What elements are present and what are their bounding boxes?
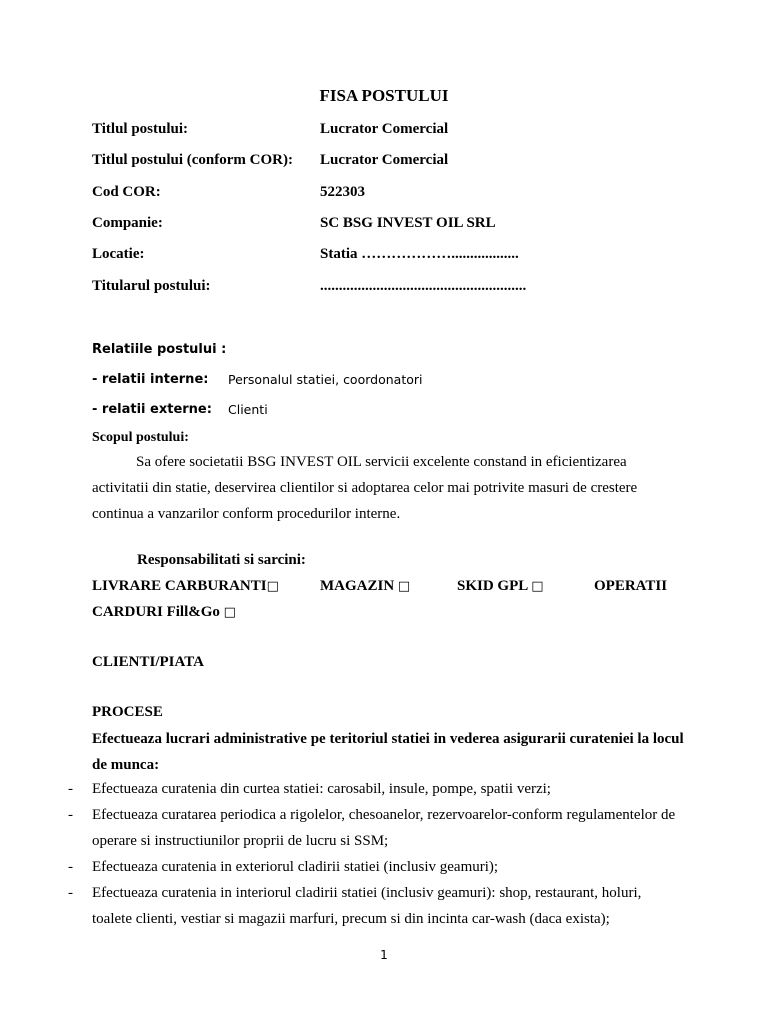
scope-title: Scopul postului:	[92, 430, 189, 445]
relations-internal-label: - relatii interne:	[92, 372, 209, 387]
relations-internal-value: Personalul statiei, coordonatori	[228, 372, 423, 387]
relations-external-label: - relatii externe:	[92, 402, 212, 417]
info-value: Lucrator Comercial	[320, 121, 449, 137]
process-item	[68, 776, 684, 802]
option-label: MAGAZIN	[320, 578, 395, 594]
process-item-text: Efectueaza curatenia din curtea statiei: carosabil, insule, pompe, spatii verzi;	[92, 781, 551, 797]
info-value: .......................................................	[320, 278, 527, 294]
info-value: SC BSG INVEST OIL SRL	[320, 215, 496, 231]
option-label: CARDURI Fill&Go	[92, 604, 220, 620]
option-label: OPERATII	[594, 578, 668, 594]
process-item	[68, 802, 684, 854]
process-item	[68, 880, 684, 932]
info-label: Titularul postului:	[92, 278, 211, 294]
checkbox-magazin[interactable]: □	[397, 579, 411, 594]
info-label: Cod COR:	[92, 184, 161, 200]
info-label: Titlul postului:	[92, 121, 189, 137]
info-value: 522303	[320, 184, 365, 200]
process-item	[68, 854, 684, 880]
bullet-dash: -	[68, 859, 73, 875]
checkbox-skid-gpl[interactable]: □	[531, 579, 544, 594]
option-label: LIVRARE CARBURANTI	[92, 578, 267, 594]
processes-heading: PROCESE	[92, 704, 163, 720]
info-label: Titlul postului (conform COR):	[92, 152, 293, 168]
clients-heading: CLIENTI/PIATA	[92, 654, 204, 670]
bullet-dash: -	[68, 781, 73, 797]
option-label: SKID GPL	[457, 578, 528, 594]
processes-subheading: Efectueaza lucrari administrative pe teritoriul statiei in vederea asigurarii curateniei la locul de munca:	[92, 731, 684, 773]
info-label: Locatie:	[92, 246, 145, 262]
bullet-dash: -	[68, 807, 73, 823]
document-title: FISA POSTULUI	[319, 86, 449, 105]
info-value: Statia ………………..................	[320, 246, 519, 262]
scope-text: Sa ofere societatii BSG INVEST OIL servicii excelente constand in eficientizarea activitatii din statie, deservirea clientilor si adoptarea celor mai potrivite masuri de crestere continua a vanzarilor conform procedurilor interne.	[92, 454, 638, 522]
option-operatii	[594, 578, 667, 595]
scope-paragraph	[92, 449, 684, 527]
checkbox-livrare-carburanti[interactable]: □	[266, 579, 279, 594]
info-label: Companie:	[92, 215, 163, 231]
process-item-text: Efectueaza curatenia in interiorul cladirii statiei (inclusiv geamuri): shop, restaurant, holuri, toalete clienti, vestiar si magazii marfuri, precum si din incinta car-wash (daca exista);	[92, 885, 642, 927]
relations-external-value: Clienti	[228, 402, 268, 417]
page-number: 1	[380, 948, 388, 962]
checkbox-carduri-fillgo[interactable]: □	[223, 605, 236, 620]
option-carduri-fillgo	[92, 604, 236, 621]
option-magazin	[320, 578, 410, 595]
option-skid-gpl	[457, 578, 543, 595]
info-value: Lucrator Comercial	[320, 152, 449, 168]
option-livrare-carburanti	[92, 578, 279, 595]
bullet-dash: -	[68, 885, 73, 901]
process-item-text: Efectueaza curatarea periodica a rigolelor, chesoanelor, rezervoarelor-conform regulamentelor de operare si instructiunilor proprii de lucru si SSM;	[92, 807, 676, 849]
relations-title: Relatiile postului :	[92, 342, 227, 357]
responsibilities-title: Responsabilitati si sarcini:	[137, 552, 306, 568]
process-item-text: Efectueaza curatenia in exteriorul cladirii statiei (inclusiv geamuri);	[92, 859, 499, 875]
